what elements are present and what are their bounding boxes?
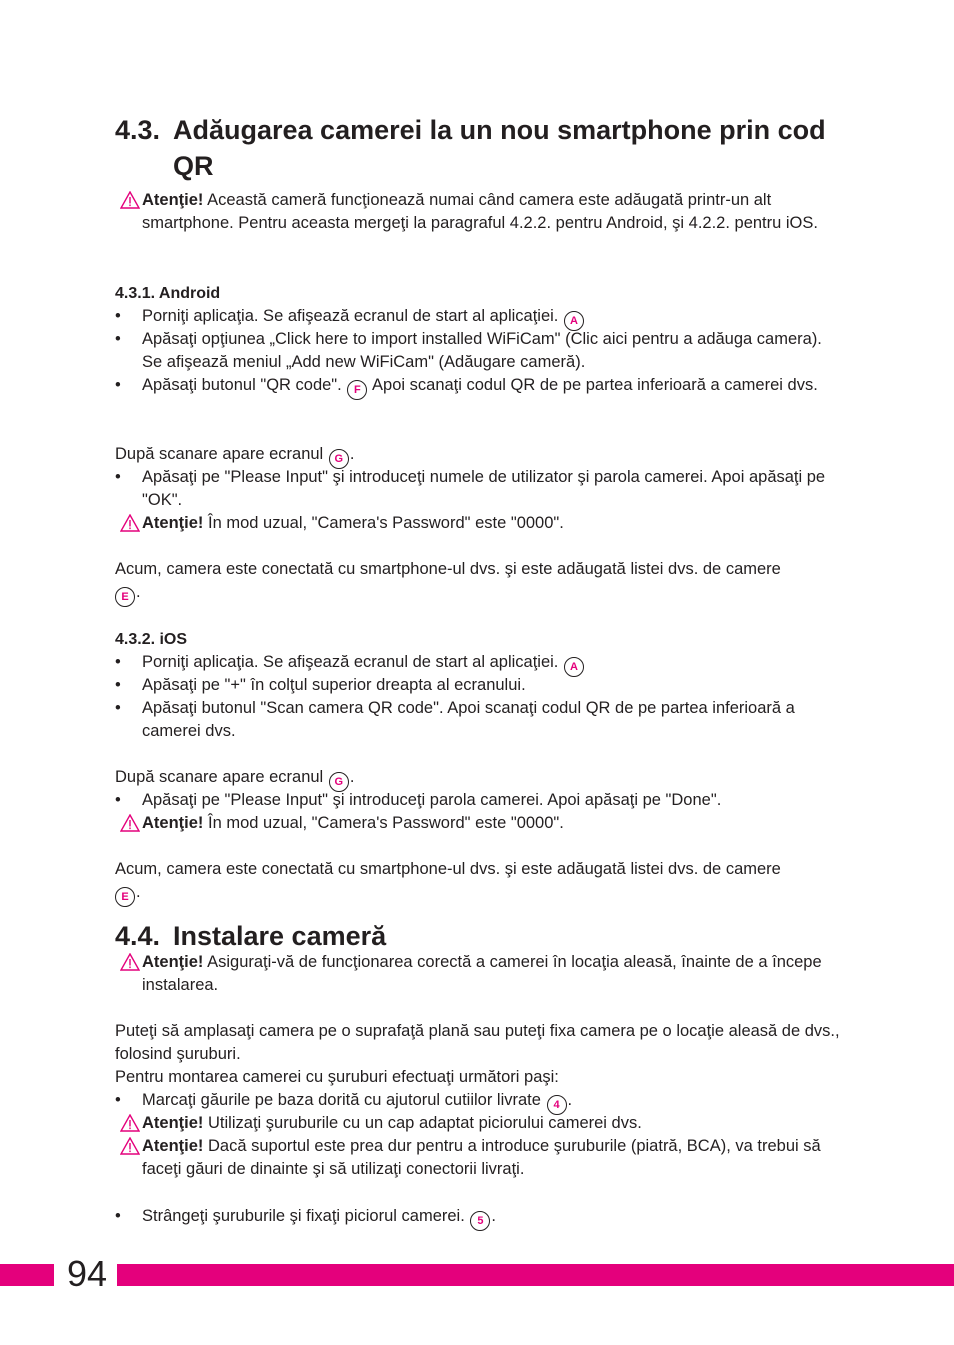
final-text: Acum, camera este conectată cu smartphone-ul dvs. şi este adăugată listei dvs. de camere	[115, 860, 781, 878]
list-item-text: Apăsaţi pe "+" în colţul superior dreapta al ecranului.	[142, 676, 526, 694]
list-item-text: Apăsaţi pe "Please Input" şi introduceţi parola camerei. Apoi apăsaţi pe "Done".	[142, 791, 722, 809]
section-number: 4.3.	[115, 115, 161, 145]
list-item	[115, 328, 840, 374]
list-item-text: Porniţi aplicaţia. Se afişează ecranul de start al aplicaţiei.	[142, 653, 559, 671]
paragraph: Puteţi să amplasaţi camera pe o suprafaţă plană sau puteţi fixa camera pe o locaţie aleasă de dvs., folosind şuruburi.	[115, 1022, 840, 1063]
step-reference-badge: 5	[470, 1211, 490, 1231]
screen-reference-badge: E	[115, 887, 135, 907]
screen-reference-badge: A	[564, 657, 584, 677]
screen-reference-badge: A	[564, 311, 584, 331]
warning-note	[115, 1135, 840, 1181]
bullet-icon: •	[115, 330, 121, 348]
footer-accent-bar-right	[117, 1264, 954, 1286]
warning-text: În mod uzual, "Camera's Password" este "0000".	[208, 514, 564, 532]
warning-text: Utilizaţi şuruburile cu un cap adaptat piciorului camerei dvs.	[208, 1114, 642, 1132]
final-text: Acum, camera este conectată cu smartphone-ul dvs. şi este adăugată listei dvs. de camere	[115, 560, 781, 578]
warning-label: Atenţie!	[142, 1114, 204, 1132]
section-title-line1: Adăugarea camerei la un nou smartphone prin cod	[173, 115, 826, 145]
page-number: 94	[66, 1253, 108, 1294]
warning-text: Asiguraţi-vă de funcţionarea corectă a camerei în locaţia aleasă, înainte de a începe instalarea.	[142, 953, 822, 994]
screen-reference-badge: F	[347, 380, 367, 400]
list-item-text: Marcaţi găurile pe baza dorită cu ajutorul cutiilor livrate	[142, 1091, 541, 1109]
bullet-icon: •	[115, 653, 121, 671]
bullet-icon: •	[115, 307, 121, 325]
warning-text: Această cameră funcţionează numai când camera este adăugată printr-un alt smartphone. Pentru aceasta mergeţi la paragraful 4.2.2. pentru Android, şi 4.2.2. pentru iOS.	[142, 191, 818, 232]
warning-triangle-icon	[120, 814, 140, 832]
warning-note	[115, 1112, 840, 1135]
section-4-3-title	[115, 112, 826, 184]
warning-note	[115, 512, 840, 535]
footer-accent-bar-left	[0, 1264, 54, 1286]
list-item	[115, 674, 840, 697]
list-item: • Marcaţi găurile pe baza dorită cu ajutorul cutiilor livrate 4 .	[115, 1089, 840, 1115]
step-reference-badge: 4	[547, 1095, 567, 1115]
subsection-android-heading: 4.3.1. Android	[115, 285, 221, 302]
section-4-4-title	[115, 918, 386, 954]
warning-text: În mod uzual, "Camera's Password" este "0000".	[208, 814, 564, 832]
list-item-text: Apăsaţi opţiunea „Click here to import installed WiFiCam" (Clic aici pentru a adăuga camera). Se afişează meniul „Add new WiFiCam" (Adăugare cameră).	[142, 330, 822, 371]
screen-reference-badge: G	[329, 772, 349, 792]
list-item-text: Apăsaţi butonul "QR code".	[142, 376, 342, 394]
warning-triangle-icon	[120, 191, 140, 209]
list-item-text: Apoi scanaţi codul QR de pe partea inferioară a camerei dvs.	[372, 376, 818, 394]
warning-label: Atenţie!	[142, 191, 204, 209]
bullet-icon: •	[115, 1091, 121, 1109]
warning-note	[115, 189, 840, 235]
bullet-icon: •	[115, 699, 121, 717]
bullet-icon: •	[115, 1207, 121, 1225]
paragraph: Pentru montarea camerei cu şuruburi efectuaţi următori paşi:	[115, 1068, 559, 1086]
warning-label: Atenţie!	[142, 514, 204, 532]
warning-note	[115, 951, 840, 997]
section-title: Instalare cameră	[173, 921, 387, 951]
list-item-text: Strângeţi şuruburile şi fixaţi piciorul camerei.	[142, 1207, 465, 1225]
warning-text: Dacă suportul este prea dur pentru a introduce şuruburile (piatră, BCA), va trebui să faceţi găuri de dinainte şi să utilizaţi conectorii livraţi.	[142, 1137, 821, 1178]
screen-reference-badge: E	[115, 587, 135, 607]
list-item	[115, 697, 840, 743]
list-item	[115, 789, 840, 812]
list-item-text: Apăsaţi butonul "Scan camera QR code". Apoi scanaţi codul QR de pe partea inferioară a camerei dvs.	[142, 699, 795, 740]
warning-note	[115, 812, 840, 835]
bullet-icon: •	[115, 468, 121, 486]
paragraph: După scanare apare ecranul G .	[115, 766, 840, 792]
paragraph: Acum, camera este conectată cu smartphone-ul dvs. şi este adăugată listei dvs. de camere E .	[115, 858, 840, 907]
section-number: 4.4.	[115, 921, 161, 951]
warning-triangle-icon	[120, 1114, 140, 1132]
paragraph: Acum, camera este conectată cu smartphone-ul dvs. şi este adăugată listei dvs. de camere E .	[115, 558, 840, 607]
bullet-icon: •	[115, 791, 121, 809]
after-scan-text: După scanare apare ecranul	[115, 445, 324, 463]
paragraph: După scanare apare ecranul G .	[115, 443, 840, 469]
warning-triangle-icon	[120, 1137, 140, 1155]
bullet-icon: •	[115, 676, 121, 694]
list-item-text: Porniţi aplicaţia. Se afişează ecranul de start al aplicaţiei.	[142, 307, 559, 325]
screen-reference-badge: G	[329, 449, 349, 469]
warning-label: Atenţie!	[142, 953, 204, 971]
section-title-line2: QR	[173, 151, 214, 181]
warning-label: Atenţie!	[142, 1137, 204, 1155]
warning-label: Atenţie!	[142, 814, 204, 832]
subsection-ios-heading: 4.3.2. iOS	[115, 631, 188, 648]
warning-triangle-icon	[120, 514, 140, 532]
list-item-text: Apăsaţi pe "Please Input" şi introduceţi numele de utilizator şi parola camerei. Apoi apăsaţi pe "OK".	[142, 468, 826, 509]
list-item	[115, 466, 840, 512]
list-item: • Strângeţi şuruburile şi fixaţi piciorul camerei. 5 .	[115, 1205, 840, 1231]
warning-triangle-icon	[120, 953, 140, 971]
after-scan-text: După scanare apare ecranul	[115, 768, 324, 786]
list-item	[115, 374, 840, 400]
bullet-icon: •	[115, 376, 121, 394]
